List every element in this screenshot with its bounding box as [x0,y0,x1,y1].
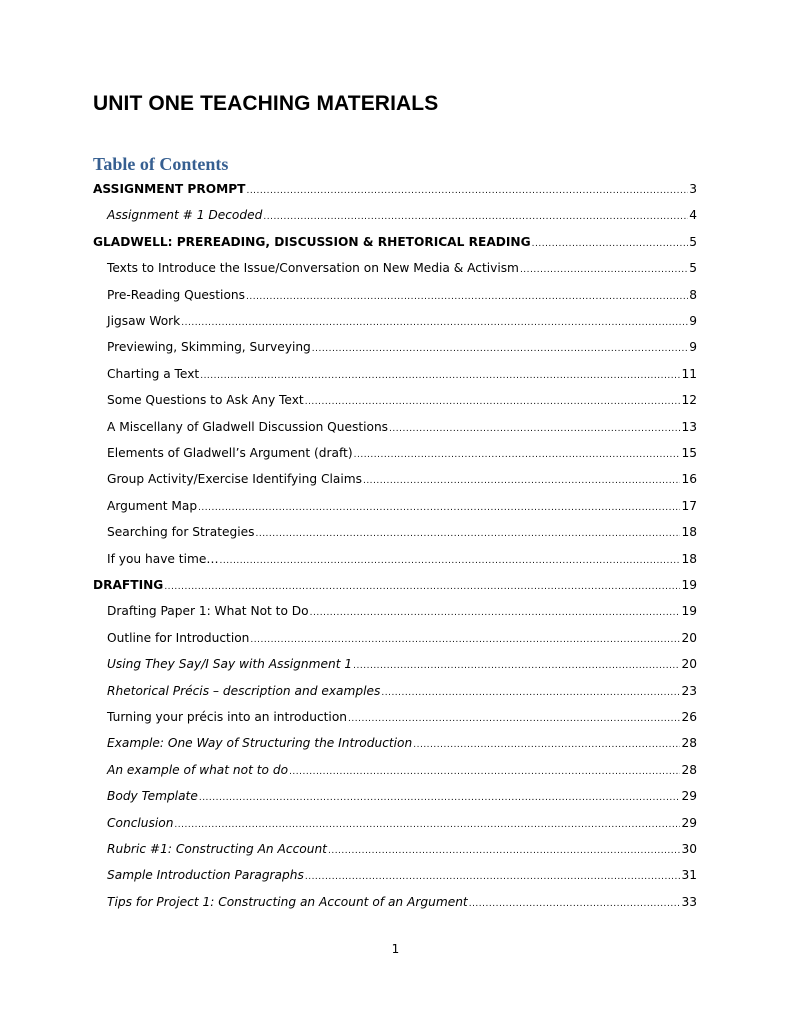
toc-entry-page: 23 [681,683,697,698]
toc-entry-page: 20 [681,630,697,645]
toc-entry-title: Drafting Paper 1: What Not to Do [107,604,309,619]
toc-entry-title: Example: One Way of Structuring the Introduction [107,736,413,751]
toc-entry-page: 4 [689,208,697,223]
toc-entry-title: Tips for Project 1: Constructing an Account of an Argument [107,894,468,909]
toc-entry[interactable] [107,550,697,568]
toc-entry-page: 3 [689,182,697,196]
toc-dot-leader [289,763,680,781]
toc-entry-title: Searching for Strategies [107,525,255,540]
toc-dot-leader [469,895,681,913]
toc-entry-title: ASSIGNMENT PROMPT [93,182,246,196]
toc-entry[interactable] [107,866,697,884]
toc-dot-leader [200,367,680,385]
toc-entry[interactable] [93,576,697,594]
toc-entry-title: Charting a Text [107,366,200,381]
toc-entry-title: Previewing, Skimming, Surveying [107,340,311,355]
toc-entry-page: 28 [681,762,697,777]
toc-entry-page: 11 [681,366,697,381]
toc-entry-title: Rhetorical Précis – description and examples [107,683,381,698]
toc-entry-title: Jigsaw Work [107,314,181,328]
toc-entry-page: 19 [681,578,697,592]
toc-entry-title: Group Activity/Exercise Identifying Claims [107,472,362,487]
toc-dot-leader [164,578,680,596]
toc-entry-page: 18 [681,551,697,566]
toc-entry[interactable] [107,312,697,330]
toc-entry[interactable] [107,444,697,462]
toc-entry-title: Body Template [107,789,198,804]
toc-dot-leader [199,789,681,807]
toc-dot-leader [353,657,680,675]
toc-dot-leader [348,710,680,728]
toc-entry-title: Some Questions to Ask Any Text [107,393,304,408]
toc-entry-title: Using They Say/I Say with Assignment 1 [107,657,353,672]
toc-entry-page: 12 [681,393,697,408]
toc-entry[interactable] [107,893,697,911]
toc-entry[interactable] [107,840,697,858]
toc-entry-page: 19 [681,604,697,619]
toc-entry[interactable] [93,180,697,198]
toc-entry-page: 26 [681,710,697,724]
toc-dot-leader [263,208,688,226]
toc-dot-leader [220,552,681,570]
toc-dot-leader [181,314,688,332]
toc-entry[interactable] [107,629,697,647]
toc-entry-title: GLADWELL: PREREADING, DISCUSSION & RHETORICAL READING [93,234,531,249]
toc-entry-page: 33 [681,894,697,909]
toc-entry-title: Rubric #1: Constructing An Account [107,842,327,856]
toc-dot-leader [250,631,680,649]
toc-entry[interactable] [107,682,697,700]
toc-entry-title: An example of what not to do [107,762,289,777]
toc-entry-title: If you have time… [107,551,219,566]
toc-entry[interactable] [107,365,697,383]
toc-entry-title: Outline for Introduction [107,630,250,645]
toc-entry[interactable] [107,418,697,436]
toc-entry-page: 8 [689,287,697,302]
toc-entry[interactable] [107,206,697,224]
toc-entry-title: Elements of Gladwell’s Argument (draft) [107,446,353,460]
toc-entry[interactable] [107,814,697,832]
toc-dot-leader [174,816,680,834]
toc-entry-page: 28 [681,736,697,751]
toc-entry-page: 29 [681,815,697,830]
toc-entry-title: Texts to Introduce the Issue/Conversation on New Media & Activism [107,261,519,276]
toc-entry[interactable] [107,470,697,488]
toc-entry[interactable] [107,787,697,805]
toc-entry[interactable] [107,286,697,304]
toc-entry[interactable] [107,391,697,409]
toc-entry[interactable] [107,497,697,515]
toc-dot-leader [354,446,681,464]
toc-entry-title: Turning your précis into an introduction [107,710,348,724]
toc-entry-page: 18 [681,525,697,540]
toc-entry[interactable] [107,655,697,673]
toc-entry-title: A Miscellany of Gladwell Discussion Questions [107,419,389,434]
toc-dot-leader [198,499,680,517]
toc-entry-title: Assignment # 1 Decoded [107,208,263,223]
toc-entry[interactable] [93,233,697,251]
toc-entry[interactable] [107,602,697,620]
toc-dot-leader [520,261,688,279]
toc-entry-title: DRAFTING [93,578,164,592]
toc-entry-page: 29 [681,789,697,804]
toc-heading: Table of Contents [93,154,229,174]
toc-entry-page: 16 [681,472,697,487]
toc-entry-title: Sample Introduction Paragraphs [107,868,304,883]
toc-dot-leader [305,393,681,411]
toc-entry-page: 13 [681,419,697,434]
toc-entry[interactable] [107,338,697,356]
toc-dot-leader [246,288,688,306]
toc-entry[interactable] [107,708,697,726]
toc-entry-title: Argument Map [107,498,198,513]
toc-dot-leader [305,868,681,886]
toc-entry-page: 5 [689,234,697,249]
toc-entry[interactable] [107,259,697,277]
toc-entry-page: 9 [689,314,697,328]
document-title: UNIT ONE TEACHING MATERIALS [93,92,439,115]
toc-dot-leader [328,842,681,860]
toc-dot-leader [532,235,689,253]
toc-dot-leader [310,604,681,622]
toc-dot-leader [312,340,688,358]
page-number: 1 [391,942,400,956]
toc-dot-leader [246,182,688,200]
toc-dot-leader [381,684,680,702]
toc-entry-page: 17 [681,498,697,513]
toc-entry-page: 15 [681,446,697,460]
toc-dot-leader [413,736,680,754]
toc-dot-leader [255,525,680,543]
toc-entry-title: Pre-Reading Questions [107,287,245,302]
toc-entry-page: 31 [681,868,697,883]
toc-entry[interactable] [107,734,697,752]
toc-entry[interactable] [107,523,697,541]
toc-entry-page: 30 [681,842,697,856]
toc-entry[interactable] [107,761,697,779]
toc-entry-page: 9 [689,340,697,355]
toc-entry-page: 5 [689,261,697,276]
toc-dot-leader [389,420,680,438]
toc-entry-title: Conclusion [107,815,174,830]
toc-entry-page: 20 [681,657,697,672]
toc-dot-leader [363,472,681,490]
